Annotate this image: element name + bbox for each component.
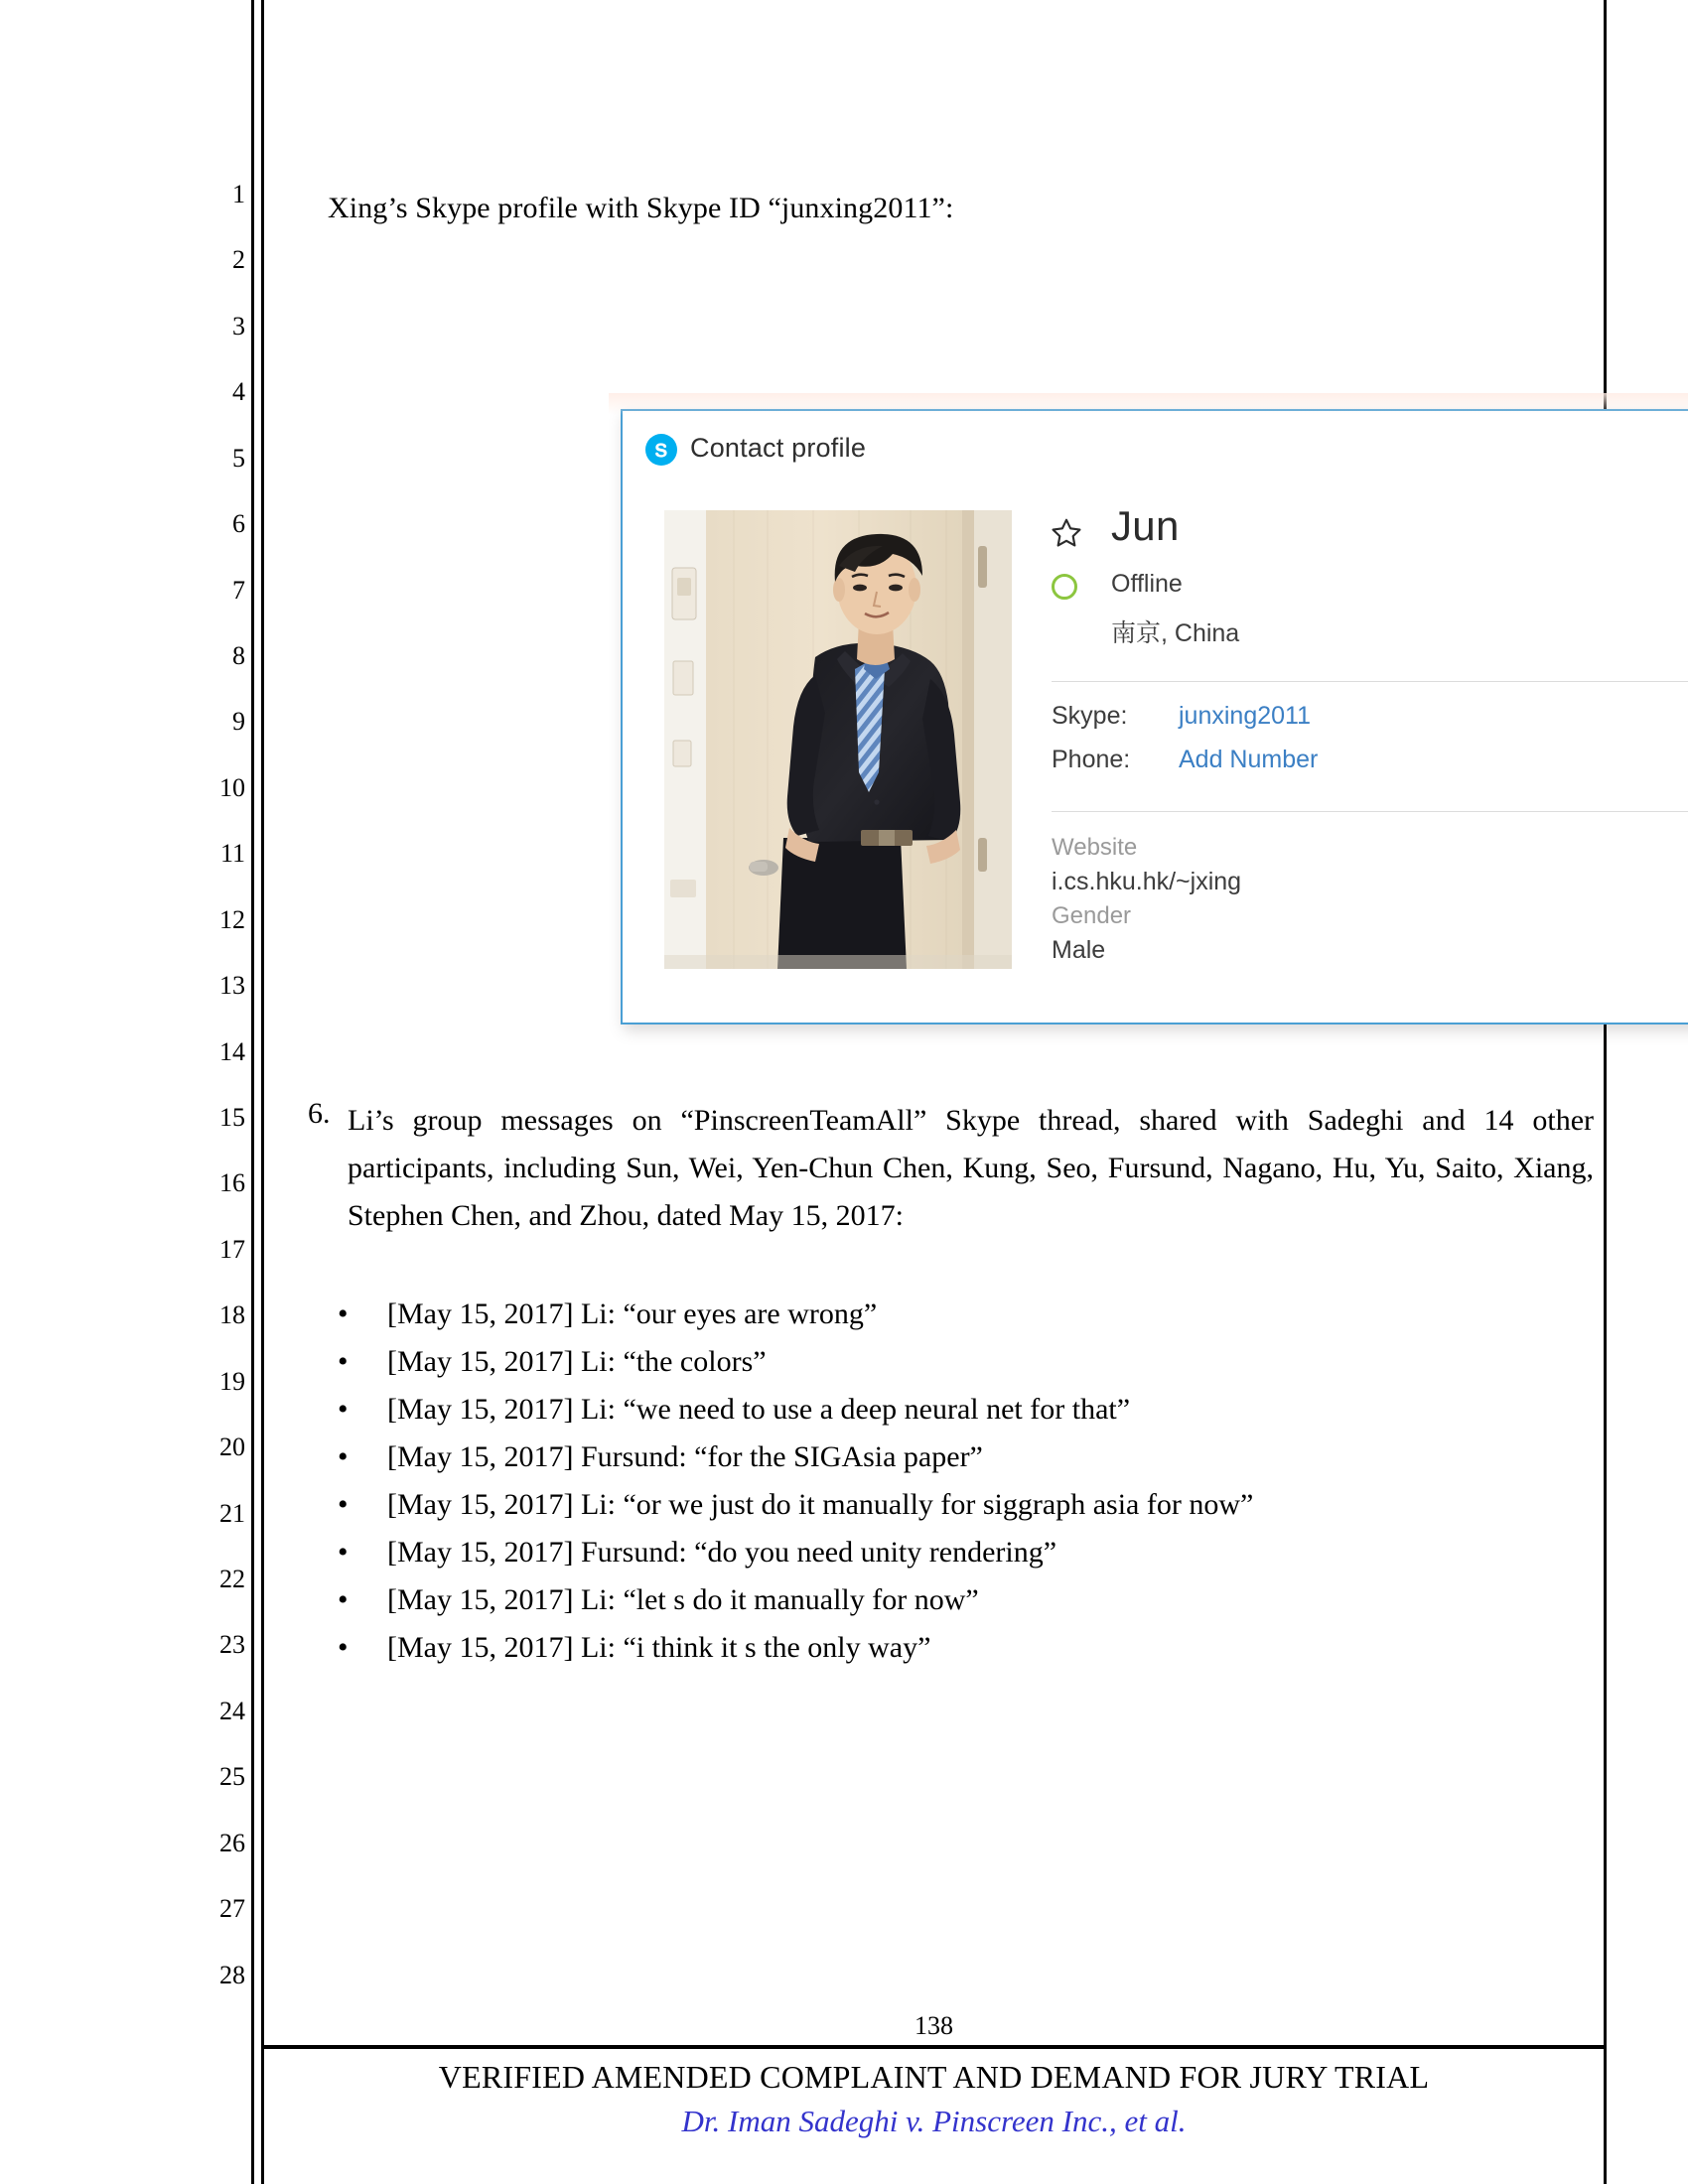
- website-label: Website: [1052, 834, 1138, 861]
- list-item: [298, 1338, 1589, 1386]
- line-number: 11: [219, 839, 245, 869]
- page-border-right: [1604, 0, 1607, 2184]
- line-number: 25: [219, 1762, 245, 1792]
- skype-id-label: Skype:: [1052, 702, 1128, 730]
- list-item: [298, 1481, 1589, 1529]
- bullet-marker-icon: •: [338, 1393, 349, 1426]
- display-name-row: [1050, 502, 1688, 568]
- line-number: 27: [219, 1894, 245, 1924]
- website-value[interactable]: i.cs.hku.hk/~jxing: [1052, 868, 1242, 896]
- line-number: 6: [232, 509, 245, 539]
- detail-divider-bottom: [1052, 811, 1688, 812]
- profile-photo: [664, 510, 1012, 969]
- footer-divider: [264, 2045, 1604, 2049]
- list-item: [298, 1624, 1589, 1672]
- line-number: 19: [219, 1366, 245, 1396]
- line-number: 22: [219, 1565, 245, 1593]
- presence-status-text: Offline: [1111, 570, 1183, 598]
- line-number: 14: [219, 1036, 245, 1066]
- page-border-left-outer: [251, 0, 254, 2184]
- list-item: [298, 1291, 1589, 1338]
- list-item-text: [May 15, 2017] Li: “let s do it manually for now”: [387, 1583, 979, 1616]
- line-number: 26: [219, 1828, 245, 1857]
- detail-divider-top: [1052, 681, 1688, 682]
- line-number: 18: [219, 1300, 245, 1330]
- contact-location: 南京, China: [1111, 619, 1240, 647]
- list-item-text: [May 15, 2017] Li: “the colors”: [387, 1345, 767, 1378]
- dialog-titlebar: [623, 411, 1688, 486]
- message-bullet-list: [298, 1291, 1589, 1672]
- profile-details: [1050, 502, 1688, 968]
- line-number: 13: [219, 971, 245, 1001]
- line-number: 15: [219, 1103, 245, 1132]
- line-number: 2: [232, 245, 245, 275]
- paragraph-number: 6.: [308, 1097, 331, 1130]
- list-item-text: [May 15, 2017] Li: “we need to use a deep neural net for that”: [387, 1393, 1131, 1426]
- add-number-link[interactable]: Add Number: [1179, 746, 1319, 773]
- star-outline-icon[interactable]: [1050, 516, 1083, 550]
- bullet-marker-icon: •: [338, 1536, 349, 1569]
- bullet-marker-icon: •: [338, 1583, 349, 1616]
- gender-field: [1052, 900, 1688, 969]
- presence-row: [1050, 568, 1688, 614]
- skype-id-value[interactable]: junxing2011: [1179, 702, 1311, 730]
- line-number: 12: [219, 904, 245, 934]
- bullet-marker-icon: •: [338, 1345, 349, 1378]
- line-number: 24: [219, 1696, 245, 1725]
- page-border-left-inner: [261, 0, 264, 2184]
- phone-label: Phone:: [1052, 746, 1131, 773]
- line-number: 20: [219, 1433, 245, 1462]
- line-number: 9: [232, 707, 245, 737]
- phone-row: [1052, 746, 1688, 789]
- list-item-text: [May 15, 2017] Li: “or we just do it manually for siggraph asia for now”: [387, 1488, 1254, 1521]
- paragraph-text: Li’s group messages on “PinscreenTeamAll” Skype thread, shared with Sadeghi and 14 other participants, including Sun, Wei, Yen-Chun Chen, Kung, Seo, Fursund, Nagano, Hu, Yu, Saito, Xiang, Stephen Chen, and Zhou, dated May 15, 2017:: [348, 1104, 1594, 1232]
- gender-label: Gender: [1052, 901, 1132, 929]
- line-number: 28: [219, 1960, 245, 1989]
- bullet-marker-icon: •: [338, 1631, 349, 1664]
- line-number: 16: [219, 1168, 245, 1198]
- dialog-title: Contact profile: [690, 433, 867, 463]
- bullet-marker-icon: •: [338, 1488, 349, 1521]
- skype-contact-profile-dialog: [621, 409, 1688, 1024]
- presence-offline-circle-icon: [1052, 574, 1077, 600]
- footer-case-name: Dr. Iman Sadeghi v. Pinscreen Inc., et al.: [681, 2104, 1187, 2138]
- line-number: 3: [232, 311, 245, 341]
- list-item-text: [May 15, 2017] Fursund: “for the SIGAsia paper”: [387, 1440, 983, 1473]
- list-item: [298, 1576, 1589, 1624]
- website-field: [1052, 832, 1688, 900]
- bullet-marker-icon: •: [338, 1297, 349, 1330]
- contact-display-name: Jun: [1111, 502, 1180, 549]
- list-item: [298, 1433, 1589, 1481]
- line-number: 8: [232, 641, 245, 670]
- intro-caption: Xing’s Skype profile with Skype ID “junxing2011”:: [328, 192, 954, 224]
- list-item: [298, 1386, 1589, 1433]
- line-number: 17: [219, 1234, 245, 1264]
- line-number: 7: [232, 575, 245, 605]
- line-number: 1: [232, 180, 245, 208]
- list-item-text: [May 15, 2017] Li: “our eyes are wrong”: [387, 1297, 878, 1330]
- list-item-text: [May 15, 2017] Li: “i think it s the only way”: [387, 1631, 931, 1664]
- skype-id-row: [1052, 702, 1688, 746]
- line-number-gutter: [184, 182, 245, 2028]
- footer-document-title: VERIFIED AMENDED COMPLAINT AND DEMAND FOR JURY TRIAL: [438, 2059, 1430, 2095]
- skype-logo-icon: [644, 433, 678, 467]
- page-footer: [264, 2011, 1604, 2139]
- line-number: 10: [219, 772, 245, 802]
- line-number: 21: [219, 1498, 245, 1528]
- line-number: 23: [219, 1630, 245, 1660]
- line-number: 4: [232, 377, 245, 407]
- line-number: 5: [232, 443, 245, 473]
- gender-value: Male: [1052, 936, 1106, 965]
- footer-page-number: 138: [914, 2011, 953, 2040]
- bullet-marker-icon: •: [338, 1440, 349, 1473]
- list-item: [298, 1529, 1589, 1576]
- list-item-text: [May 15, 2017] Fursund: “do you need unity rendering”: [387, 1536, 1057, 1569]
